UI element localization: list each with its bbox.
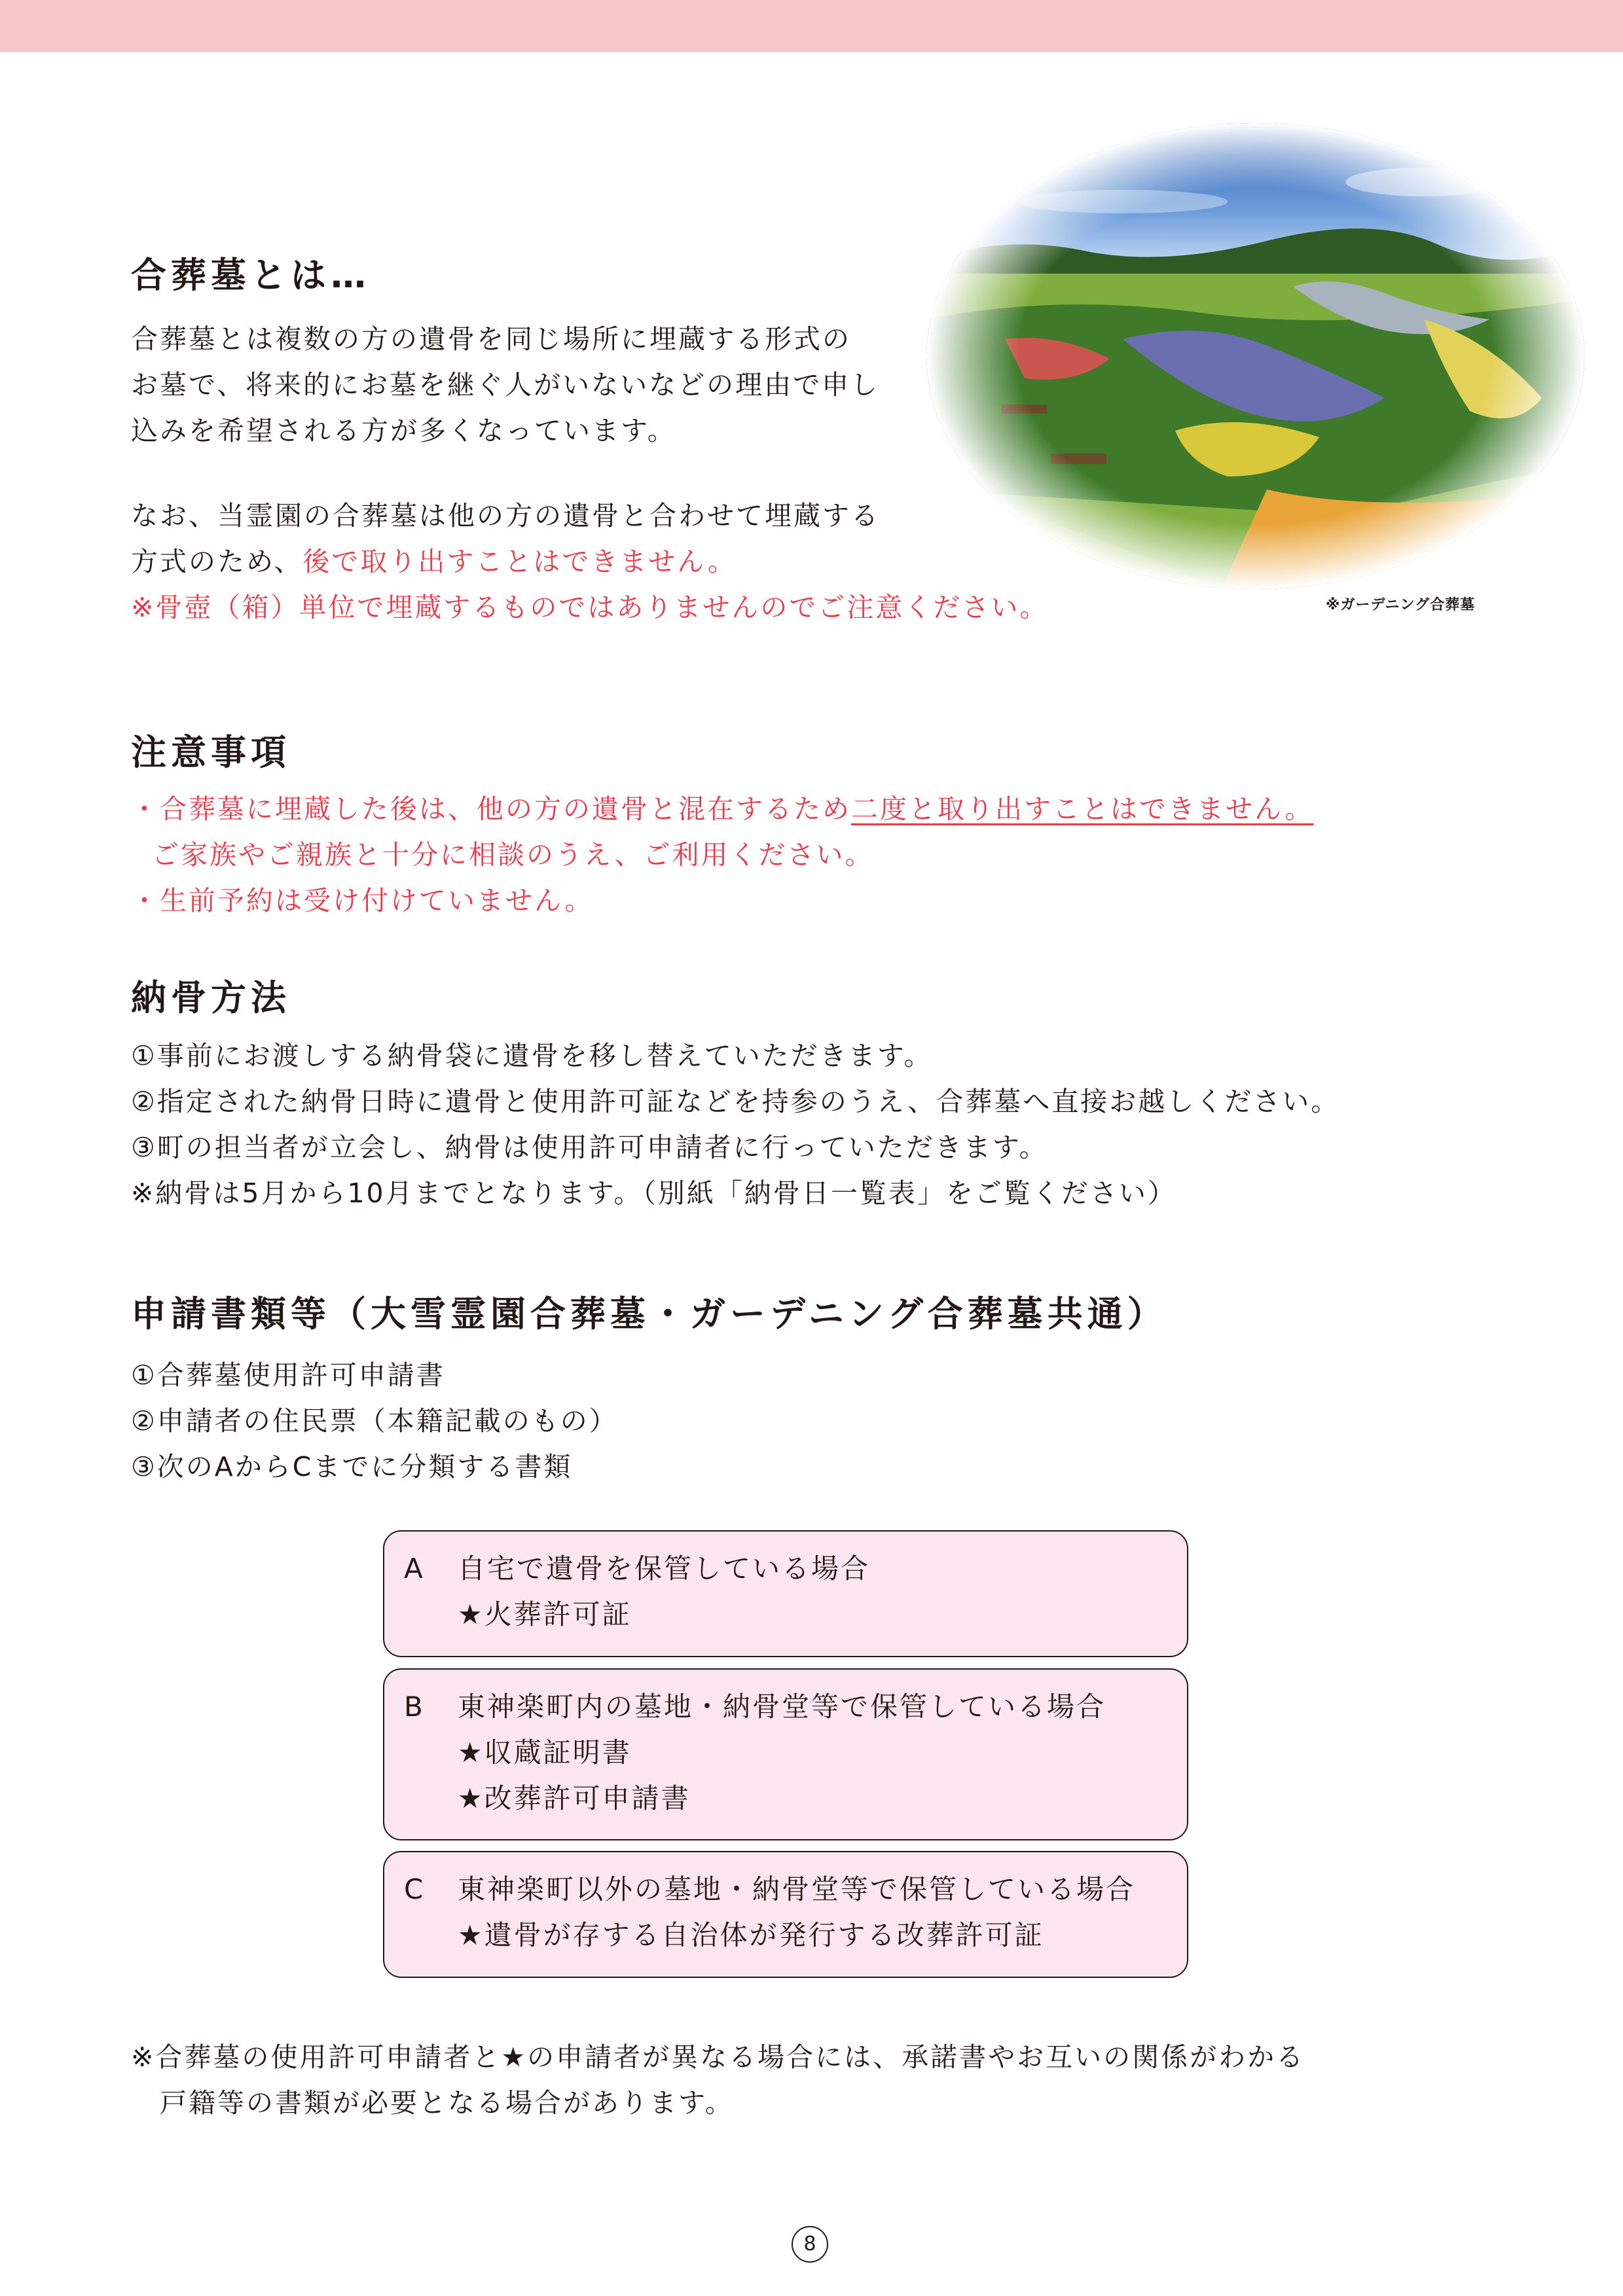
box-title-row <box>404 1867 1167 1912</box>
notice-underlined-text: 二度と取り出すことはできません。 <box>851 793 1314 825</box>
notice-item-text: ・合葬墓に埋蔵した後は、他の方の遺骨と混在するため <box>131 793 851 825</box>
box-title-row <box>404 1546 1167 1592</box>
footnote-line: 戸籍等の書類が必要となる場合があります。 <box>131 2087 734 2119</box>
document-box-a <box>383 1530 1188 1657</box>
box-title-row <box>404 1684 1167 1730</box>
documents-footnote <box>131 2034 1305 2126</box>
box-item: ★改葬許可申請書 <box>458 1782 691 1814</box>
documents-heading: 申請書類等（大雪霊園合葬墓・ガーデニング合葬墓共通） <box>131 1293 1167 1335</box>
box-item: ★収蔵証明書 <box>458 1736 632 1768</box>
method-heading: 納骨方法 <box>131 977 291 1018</box>
box-title: 東神楽町以外の墓地・納骨堂等で保管している場合 <box>458 1873 1136 1905</box>
documents-list <box>131 1352 618 1490</box>
box-item: ★火葬許可証 <box>458 1598 632 1630</box>
document-box-c <box>383 1851 1188 1978</box>
intro-line: 込みを希望される方が多くなっています。 <box>131 415 676 446</box>
photo-caption: ※ガーデニング合葬墓 <box>1326 597 1476 613</box>
box-title: 自宅で遺骨を保管している場合 <box>458 1552 871 1585</box>
top-band <box>0 0 1623 52</box>
intro-note-line: なお、当霊園の合葬墓は他の方の遺骨と合わせて埋蔵する <box>131 500 880 531</box>
intro-line: お墓で、将来的にお墓を継ぐ人がいないなどの理由で申し <box>131 369 880 401</box>
garden-photo <box>926 123 1584 589</box>
documents-line: ②申請者の住民票（本籍記載のもの） <box>131 1405 618 1437</box>
intro-line: 合葬墓とは複数の方の遺骨を同じ場所に埋蔵する形式の <box>131 323 851 355</box>
method-line: ※納骨は5月から10月までとなります。（別紙「納骨日一覧表」をご覧ください） <box>131 1177 1176 1209</box>
notice-heading: 注意事項 <box>131 732 291 773</box>
documents-line: ③次のAからCまでに分類する書類 <box>131 1451 573 1482</box>
method-line: ①事前にお渡しする納骨袋に遺骨を移し替えていただきます。 <box>131 1040 933 1071</box>
page-number: 8 <box>792 2226 828 2263</box>
intro-warning-line: ※骨壺（箱）単位で埋蔵するものではありませんのでご注意ください。 <box>131 592 1049 623</box>
intro-note-text: 方式のため、 <box>131 546 303 577</box>
notice-item-continuation: ご家族やご親族と十分に相談のうえ、ご利用ください。 <box>152 839 874 870</box>
box-item: ★遺骨が存する自治体が発行する改葬許可証 <box>458 1919 1044 1951</box>
document-box-b <box>383 1668 1188 1840</box>
intro-note-paragraph <box>131 493 1048 630</box>
documents-line: ①合葬墓使用許可申請書 <box>131 1359 445 1391</box>
box-letter: B <box>404 1691 425 1723</box>
box-letter: A <box>404 1552 425 1585</box>
notice-item <box>131 786 1313 832</box>
box-title: 東神楽町内の墓地・納骨堂等で保管している場合 <box>458 1691 1106 1723</box>
notice-item: ・生前予約は受け付けていません。 <box>131 885 594 916</box>
intro-paragraph <box>131 316 879 454</box>
method-line: ②指定された納骨日時に遺骨と使用許可証などを持参のうえ、合葬墓へ直接お越しください。 <box>131 1086 1340 1117</box>
method-line: ③町の担当者が立会し、納骨は使用許可申請者に行っていただきます。 <box>131 1132 1048 1163</box>
method-list <box>131 1033 1340 1216</box>
intro-note-line <box>131 539 1048 584</box>
notice-list <box>131 786 1313 924</box>
footnote-line: ※合葬墓の使用許可申請者と★の申請者が異なる場合には、承諾書やお互いの関係がわかる <box>131 2041 1305 2073</box>
intro-warning-text: 後で取り出すことはできません。 <box>302 546 737 577</box>
intro-heading: 合葬墓とは… <box>131 255 371 296</box>
box-letter: C <box>404 1873 426 1905</box>
